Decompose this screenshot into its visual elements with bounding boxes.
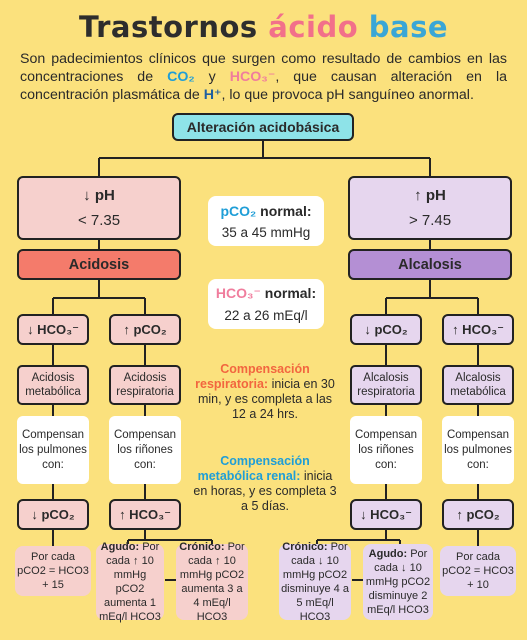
compensation-lungs-right: Compensan los pulmones con: xyxy=(442,416,514,484)
intro-hco3: HCO₃⁻ xyxy=(229,69,276,85)
cause-high-hco3: ↑ HCO₃⁻ xyxy=(442,314,514,345)
condition-acidosis-respiratoria: Acidosis respiratoria xyxy=(109,365,181,405)
compensation-kidneys-right: Compensan los riñones con: xyxy=(350,416,422,484)
calc-alcalosis-metabolica: Por cada pCO2 = HCO3 + 10 xyxy=(440,546,516,596)
compensacion-renal-note: Compensación metabólica renal: inicia en horas, y es completa 3 a 5 días. xyxy=(193,454,337,513)
hco3-label: HCO₃⁻ xyxy=(215,285,261,301)
result-low-pco2: ↓ pCO₂ xyxy=(17,499,89,530)
calc-alcalosis-respiratoria-cronico: Crónico: Por cada ↓ 10 mmHg pCO2 disminuye 4 a 5 mEq/l HCO3 xyxy=(279,544,351,620)
compensacion-respiratoria-note: Compensación respiratoria: inicia en 30 min, y es completa a las 12 a 24 hrs. xyxy=(195,362,335,421)
ph-high-box xyxy=(348,176,512,240)
intro-paragraph: Son padecimientos clínicos que surgen como resultado de cambios en las concentraciones de CO₂ y HCO₃⁻, que causan alteración en la concentración plasmática de H⁺, lo que provoca pH sanguíneo anormal. xyxy=(20,51,507,103)
calc-alcalosis-respiratoria-agudo: Agudo: Por cada ↓ 10 mmHg pCO2 disminuye 2 mEq/l HCO3 xyxy=(363,544,433,620)
page-title: Trastornos ácido base xyxy=(79,10,448,44)
intro-co2: CO₂ xyxy=(167,69,195,85)
cause-low-hco3: ↓ HCO₃⁻ xyxy=(17,314,89,345)
result-low-hco3: ↓ HCO₃⁻ xyxy=(350,499,422,530)
condition-alcalosis-respiratoria: Alcalosis respiratoria xyxy=(350,365,422,405)
ph-high-value: > 7.45 xyxy=(408,212,452,229)
alcalosis-node: Alcalosis xyxy=(348,249,512,280)
condition-acidosis-metabolica: Acidosis metabólica xyxy=(17,365,89,405)
hco3-normal-value: 22 a 26 mEq/l xyxy=(224,308,308,323)
cause-low-pco2: ↓ pCO₂ xyxy=(350,314,422,345)
result-high-hco3: ↑ HCO₃⁻ xyxy=(109,499,181,530)
cause-high-pco2: ↑ pCO₂ xyxy=(109,314,181,345)
compensation-kidneys-left: Compensan los riñones con: xyxy=(109,416,181,484)
ph-high-head: ↑ pH xyxy=(414,187,446,204)
pco2-normal-card: pCO₂ normal: 35 a 45 mmHg xyxy=(208,196,324,246)
title-base: base xyxy=(358,10,448,44)
condition-alcalosis-metabolica: Alcalosis metabólica xyxy=(442,365,514,405)
result-high-pco2: ↑ pCO₂ xyxy=(442,499,514,530)
pco2-label: pCO₂ xyxy=(220,202,257,219)
acidosis-node: Acidosis xyxy=(17,249,181,280)
calc-acidosis-respiratoria-agudo: Agudo: Por cada ↑ 10 mmHg pCO2 aumenta 1 mEq/l HCO3 xyxy=(96,544,164,620)
calc-acidosis-metabolica: Por cada pCO2 = HCO3 + 15 xyxy=(15,546,91,596)
intro-h: H⁺ xyxy=(203,87,222,103)
ph-low-head: ↓ pH xyxy=(83,187,115,204)
calc-acidosis-respiratoria-cronico: Crónico: Por cada ↑ 10 mmHg pCO2 aumenta 3 a 4 mEq/l HCO3 xyxy=(176,544,248,620)
title-acido: ácido xyxy=(268,10,359,44)
ph-low-box xyxy=(17,176,181,240)
pco2-normal-value: 35 a 45 mmHg xyxy=(221,224,311,240)
compensation-lungs-left: Compensan los pulmones con: xyxy=(17,416,89,484)
root-node: Alteración acidobásica xyxy=(172,113,354,141)
hco3-normal-card: HCO₃⁻ normal: 22 a 26 mEq/l xyxy=(208,279,324,329)
ph-low-value: < 7.35 xyxy=(77,212,121,229)
